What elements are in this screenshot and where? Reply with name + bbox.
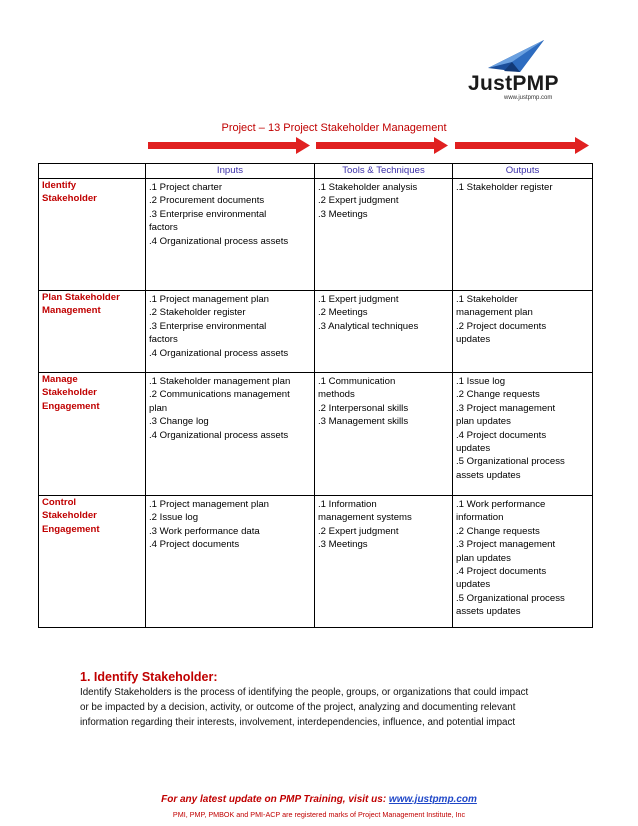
footer-text: For any latest update on PMP Training, visit us: — [161, 794, 389, 805]
tool-item: .1 Stakeholder analysis — [318, 182, 418, 193]
process-name: Engagement — [42, 523, 100, 535]
tool-item: .1 Expert judgment — [318, 294, 399, 305]
process-name: Control — [42, 497, 77, 508]
process-table — [38, 163, 593, 628]
table-row — [39, 373, 593, 496]
tool-item: .2 Expert judgment — [318, 525, 399, 537]
inputs-cell — [146, 291, 315, 373]
process-name: Stakeholder — [42, 193, 97, 205]
process-cell — [39, 496, 146, 628]
logo-url: www.justpmp.com — [504, 95, 553, 101]
tools-cell — [315, 291, 453, 373]
process-name: Stakeholder — [42, 510, 97, 522]
process-name: Stakeholder — [42, 387, 97, 399]
process-cell — [39, 373, 146, 496]
output-item: updates — [456, 334, 491, 346]
input-item: .4 Organizational process assets — [149, 235, 289, 247]
outputs-cell — [453, 496, 593, 628]
output-item: .4 Project documents — [456, 429, 547, 441]
input-item: .3 Work performance data — [149, 525, 260, 537]
table-row — [39, 179, 593, 291]
output-item: plan updates — [456, 416, 511, 428]
tool-item: .3 Analytical techniques — [318, 320, 419, 332]
output-item: .1 Issue log — [456, 376, 506, 387]
flow-arrow-outputs — [455, 137, 589, 154]
tools-cell — [315, 373, 453, 496]
output-item: .1 Work performance — [456, 499, 546, 510]
header-outputs: Outputs — [453, 164, 593, 179]
inputs-cell — [146, 496, 315, 628]
process-name: Plan Stakeholder — [42, 292, 120, 303]
output-item: .3 Project management — [456, 402, 556, 414]
input-item: .2 Issue log — [149, 512, 199, 524]
tool-item: .3 Management skills — [318, 416, 409, 428]
process-name: Engagement — [42, 400, 100, 412]
table-header-row — [39, 164, 593, 179]
footer-legal: PMI, PMP, PMBOK and PMI-ACP are registered marks of Project Management Institute, Inc — [172, 810, 466, 819]
outputs-cell — [453, 179, 593, 291]
tool-item: .3 Meetings — [318, 539, 368, 551]
footer-link[interactable]: www.justpmp.com — [388, 794, 477, 805]
input-item: factors — [149, 334, 178, 346]
footer-update-notice — [0, 794, 638, 805]
input-item: .1 Project management plan — [149, 294, 269, 305]
table-row — [39, 496, 593, 628]
output-item: .5 Organizational process — [456, 592, 565, 604]
process-cell — [39, 291, 146, 373]
process-name: Manage — [42, 374, 78, 385]
justpmp-logo — [462, 38, 590, 106]
input-item: .2 Procurement documents — [149, 195, 265, 207]
output-item: .1 Stakeholder register — [456, 182, 553, 193]
outputs-cell — [453, 291, 593, 373]
tool-item: .2 Expert judgment — [318, 195, 399, 207]
header-process — [39, 164, 146, 179]
section-line: or be impacted by a decision, activity, or outcome of the project, analyzing and documenting relevant — [80, 702, 516, 713]
tool-item: management systems — [318, 512, 412, 524]
section-line: Identify Stakeholders is the process of identifying the people, groups, or organizations that could impact — [80, 687, 529, 698]
input-item: .1 Stakeholder management plan — [149, 376, 291, 387]
input-item: .4 Organizational process assets — [149, 347, 289, 359]
process-name: Management — [42, 305, 101, 317]
flow-arrows — [0, 136, 638, 156]
process-name: Identify — [42, 180, 77, 191]
output-item: management plan — [456, 307, 533, 319]
output-item: information — [456, 512, 504, 524]
output-item: assets updates — [456, 606, 521, 618]
output-item: .4 Project documents — [456, 566, 547, 578]
section-heading: 1. Identify Stakeholder: — [80, 670, 218, 684]
section-body — [80, 685, 580, 730]
header-inputs: Inputs — [146, 164, 315, 179]
inputs-cell — [146, 373, 315, 496]
input-item: .3 Enterprise environmental — [149, 320, 267, 332]
output-item: .2 Project documents — [456, 320, 547, 332]
input-item: .2 Stakeholder register — [149, 307, 246, 319]
tool-item: .2 Meetings — [318, 307, 368, 319]
tool-item: .1 Communication — [318, 376, 396, 387]
input-item: .3 Enterprise environmental — [149, 208, 267, 220]
identify-stakeholder-section — [80, 670, 580, 730]
output-item: .5 Organizational process — [456, 456, 565, 468]
page-title: Project – 13 Project Stakeholder Management — [221, 122, 447, 134]
input-item: .3 Change log — [149, 416, 209, 428]
input-item: .4 Project documents — [149, 539, 240, 551]
input-item: .4 Organizational process assets — [149, 429, 289, 441]
tool-item: .2 Interpersonal skills — [318, 402, 409, 414]
output-item: .3 Project management — [456, 539, 556, 551]
output-item: .2 Change requests — [456, 389, 540, 401]
output-item: .1 Stakeholder — [456, 294, 518, 305]
tools-cell — [315, 496, 453, 628]
tool-item: .3 Meetings — [318, 208, 368, 220]
table-row — [39, 291, 593, 373]
output-item: .2 Change requests — [456, 525, 540, 537]
tools-cell — [315, 179, 453, 291]
process-cell — [39, 179, 146, 291]
header-tools: Tools & Techniques — [315, 164, 453, 179]
output-item: plan updates — [456, 552, 511, 564]
input-item: .1 Project management plan — [149, 499, 269, 510]
output-item: assets updates — [456, 469, 521, 481]
input-item: plan — [149, 402, 168, 414]
flow-arrow-tools — [316, 137, 448, 154]
tool-item: .1 Information — [318, 499, 377, 510]
paper-plane-icon — [482, 38, 552, 74]
tool-item: methods — [318, 389, 355, 401]
logo-name: JustPMP — [468, 72, 559, 95]
section-line: information regarding their interests, involvement, interdependencies, influence, and potential impact — [80, 717, 516, 728]
input-item: factors — [149, 222, 178, 234]
output-item: updates — [456, 443, 491, 455]
outputs-cell — [453, 373, 593, 496]
input-item: .1 Project charter — [149, 182, 223, 193]
inputs-cell — [146, 179, 315, 291]
output-item: updates — [456, 579, 491, 591]
input-item: .2 Communications management — [149, 389, 290, 401]
flow-arrow-inputs — [148, 137, 310, 154]
